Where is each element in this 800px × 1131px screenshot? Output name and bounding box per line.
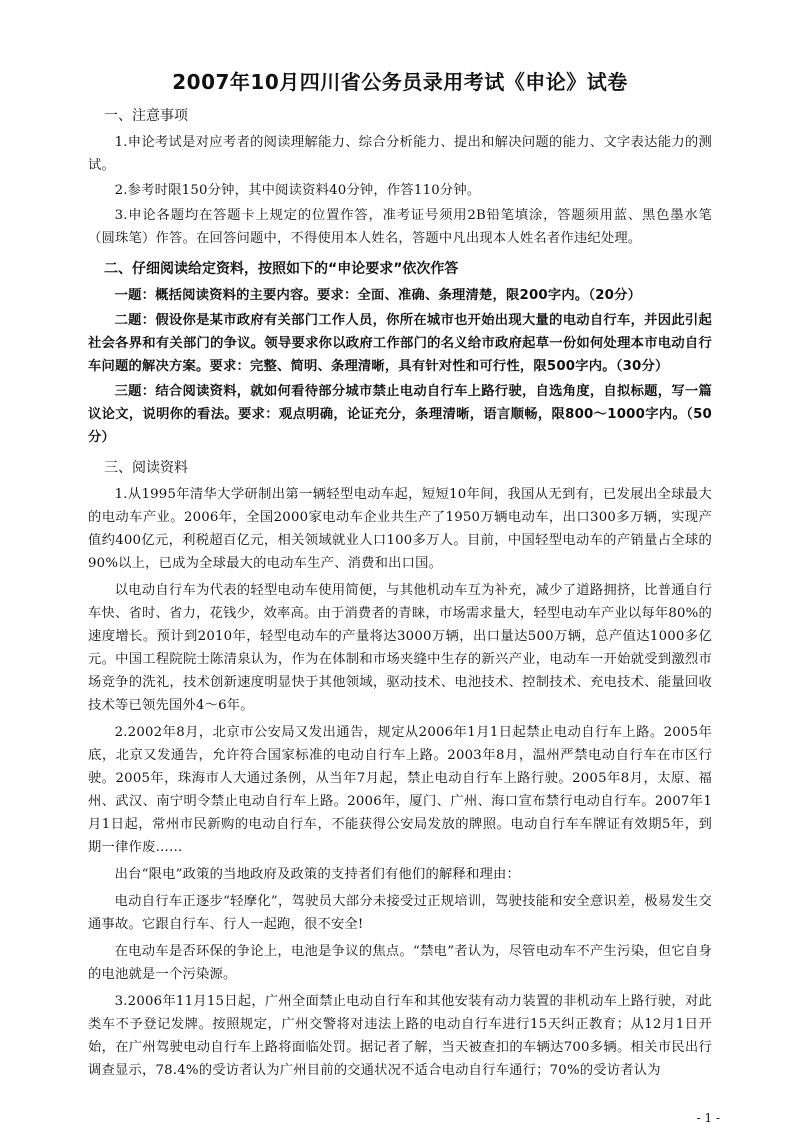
material-paragraph: 出台“限电”政策的当地政府及政策的支持者们有他们的解释和理由： [114, 867, 520, 882]
page-number: - 1 - [696, 1111, 720, 1125]
question-3: 三题：结合阅读资料，就如何看待部分城市禁止电动自行车上路行驶，自选角度，自拟标题，写一篇议论文，说明你的看法。要求：观点明确，论证充分，条理清晰，语言顺畅，限800～1000字内。（50分） [88, 384, 712, 445]
section-heading-materials: 三、阅读资料 [104, 460, 188, 476]
notes-item-1: 1.申论考试是对应考者的阅读理解能力、综合分析能力、提出和解决问题的能力、文字表达能力的测试。 [88, 135, 712, 173]
material-paragraph: 2.2002年8月，北京市公安局又发出通告，规定从2006年1月1日起禁止电动自行车上路。2005年底，北京又发通告，允许符合国家标准的电动自行车上路。2003年8月，温州严禁电动自行车在市区行驶。2005年，珠海市人大通过条例，从当年7月起，禁止电动自行车上路行驶。2005年8月，太原、福州、武汉、南宁明令禁止电动自行车上路。2006年，厦门、广州、海口宣布禁行电动自行车。2007年1月1日起，常州市民新购的电动自行车，不能获得公安局发放的牌照。电动自行车车牌证有效期5年，到期一律作废…… [88, 725, 712, 855]
question-1: 一题：概括阅读资料的主要内容。要求：全面、准确、条理清楚，限200字内。（20分） [114, 288, 642, 303]
material-paragraph: 以电动自行车为代表的轻型电动车使用简便，与其他机动车互为补充，减少了道路拥挤，比普通自行车快、省时、省力，花钱少，效率高。由于消费者的青睐，市场需求量大，轻型电动车产业以每年80%的速度增长。预计到2010年，轻型电动车的产量将达3000万辆，出口量达500万辆，总产值达1000多亿元。中国工程院院士陈清泉认为，作为在体制和市场夹缝中生存的新兴产业，电动车一开始就受到激烈市场竞争的洗礼，技术创新速度明显快于其他领域，驱动技术、电池技术、控制技术、充电技术、能量回收技术等已领先国外4～6年。 [88, 583, 713, 713]
material-paragraph: 1.从1995年清华大学研制出第一辆轻型电动车起，短短10年间，我国从无到有，已发展出全球最大的电动车产业。2006年，全国2000家电动车企业共生产了1950万辆电动车，出口300多万辆，实现产值约400亿元，利税超百亿元，相关领域就业人口100多万人。目前，中国轻型电动车的产销量占全球的90%以上，已成为全球最大的电动车生产、消费和出口国。 [88, 487, 712, 571]
page-title: 2007年10月四川省公务员录用考试《申论》试卷 [172, 70, 628, 94]
material-paragraph: 3.2006年11月15日起，广州全面禁止电动自行车和其他安装有动力装置的非机动车上路行驶，对此类车不予登记发牌。按照规定，广州交警将对违法上路的电动自行车进行15天纠正教育；从12月1日开始，在广州驾驶电动自行车上路将面临处罚。据记者了解，当天被查扣的车辆达700多辆。相关市民出行调查显示，78.4%的受访者认为广州目前的交通状况不适合电动自行车通行；70%的受访者认为 [88, 994, 712, 1078]
section-heading-notes: 一、注意事项 [104, 108, 188, 124]
material-paragraph: 电动自行车正逐步“轻摩化”，驾驶员大部分未接受过正规培训，驾驶技能和安全意识差，极易发生交通事故。它跟自行车、行人一起跑，很不安全! [88, 894, 712, 932]
notes-item-2: 2.参考时限150分钟，其中阅读资料40分钟，作答110分钟。 [114, 183, 481, 198]
question-2: 二题：假设你是某市政府有关部门工作人员，你所在城市也开始出现大量的电动自行车，并因此引起社会各界和有关部门的争议。领导要求你以政府工作部门的名义给市政府起草一份如何处理本市电动自行车问题的解决方案。要求：完整、简明、条理清晰，具有针对性和可行性，限500字内。（30分） [88, 313, 712, 374]
notes-item-3: 3.申论各题均在答题卡上规定的位置作答，准考证号须用2B铅笔填涂，答题须用蓝、黑色墨水笔（圆珠笔）作答。在回答问题中，不得使用本人姓名，答题中凡出现本人姓名者作违纪处理。 [88, 208, 712, 246]
section-heading-requirements: 二、仔细阅读给定资料，按照如下的“申论要求”依次作答 [104, 261, 459, 277]
material-paragraph: 在电动车是否环保的争论上，电池是争议的焦点。“禁电”者认为，尽管电动车不产生污染，但它自身的电池就是一个污染源。 [88, 944, 712, 982]
